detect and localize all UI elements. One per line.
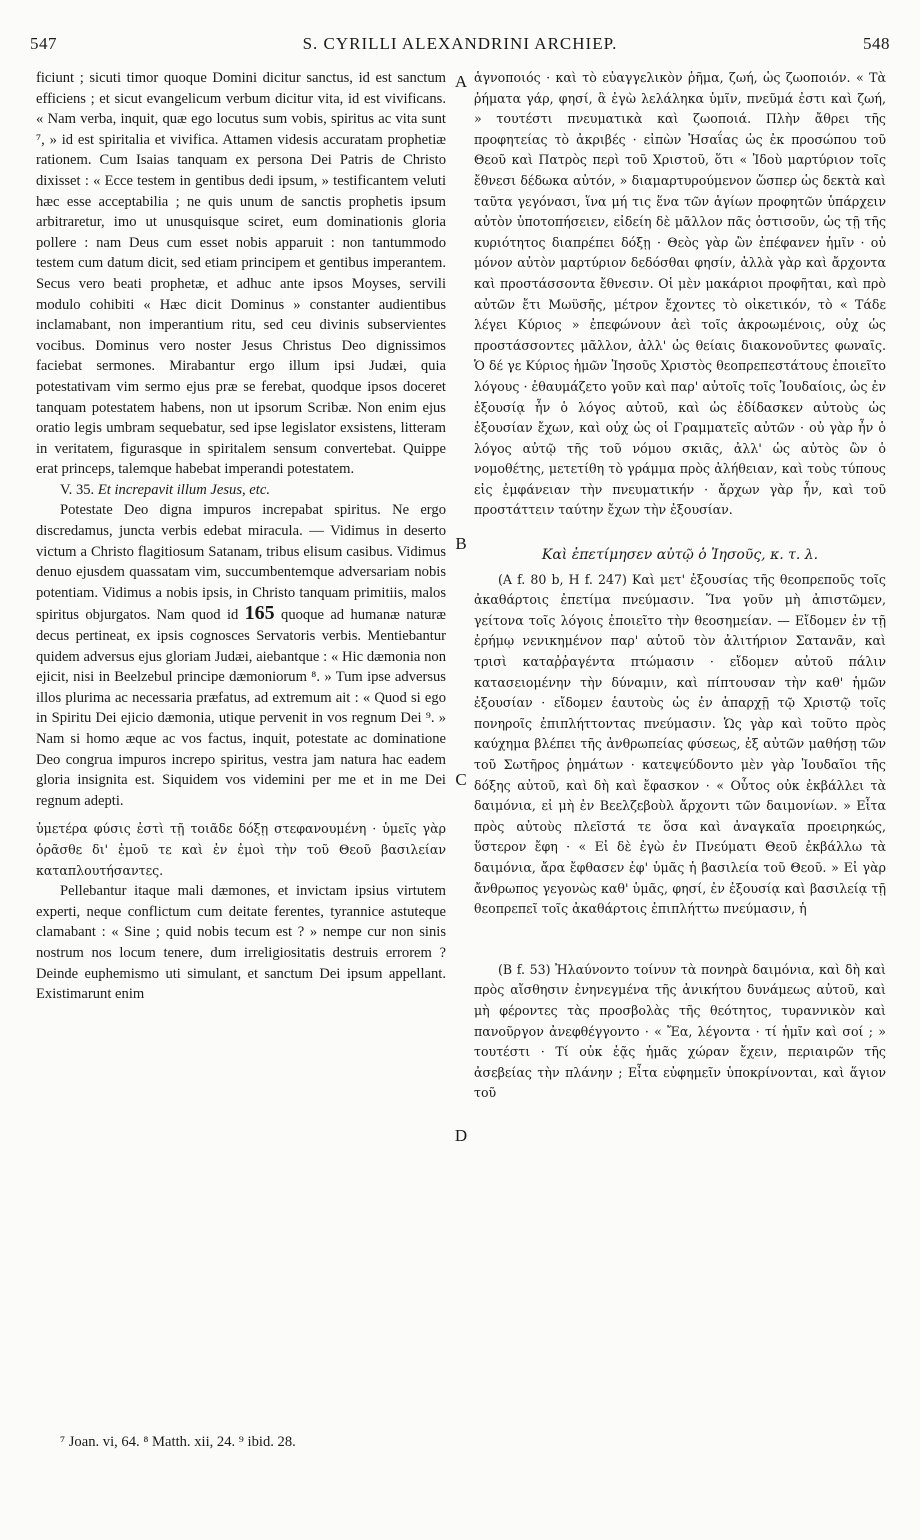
verse-number: V. 35. xyxy=(60,481,95,498)
latin-text: quoque ad humanæ naturæ decus pertineat, ex ipsis cognosces Servatoris verbis. Mentiebantur quidem adversus ejus gloriam Judæi, aiebantque : « Hic dæmonia non ejicit, nisi in Beelzebul principe dæmoniorum ⁸. » Tum ipse adversus illos plurima ac necessaria præfatus, ad extremum ait : « Quod si ego in Spiritu Dei ejicio dæmonia, utique pervenit in vos regnum Dei ⁹. » Nam si homo æque ac vos factus, inquit, potestate ac dominatione Deo congrua impuros increpo spiritus, vestra jam natura hac eadem gloria insignita est. Siquidem vos videmini per me et in me Dei regnum adepti. xyxy=(36,607,446,809)
margin-marker-c: C xyxy=(455,770,467,789)
greek-heading: Καὶ ἐπετίμησεν αὐτῷ ὁ Ἰησοῦς, κ. τ. λ. xyxy=(541,547,819,564)
latin-paragraph xyxy=(36,500,446,811)
latin-text: Potestate Deo digna impuros increpabat spiritus. Ne ergo discredamus, juncta verbis edebat miracula. — Vidimus in deserto victum a Christo flagitiosum Satanam, tribus elisum casibus. Vidimus denuo ejusdem quassatam vim, succumbentemque adversariam nobis potentiam. Vidimus a nobis ipsis, in Christo tanquam primitiis, malos spiritus objurgatos. Nam quod id xyxy=(36,502,446,624)
latin-paragraph: ficiunt ; sicuti timor quoque Domini dicitur sanctus, id est sanctum efficiens ; et sicut evangelicum verbum dicitur vita, id est vivificans. « Nam verba, inquit, quæ ego locutus sum vobis, spiritus ac vita sunt ⁷, » id est spiritalia et vivifica. Attamen videsis accuratam prophetiæ rationem. Cum Isaias tanquam ex persona Dei Patris de Christo dixisset : « Ecce testem in gentibus dedi ipsum, » testificantem veluti hæc esse acceptabilia ; ne quis unum de sanctis prophetis ipsum arbitraretur, imo ut unusquisque sciret, eum dominationis gloria pollere : nam Deus cum esset nobis apparuit : non tantummodo testem cum datum dicit, sed etiam principem et gentibus imperantem. Secus vero beati prophetæ, et adhuc ante ipsos Moyses, servili modulo cohibiti « Hæc dicit Dominus » constanter audientibus inclamabant, non imperantium ritu, sed ceu divinis subservientes vocibus. Dominus vero noster Jesus Christus Deo dignissimos faciebat sermones. Mirabantur ergo illum ipsi Judæi, quia potestativam vim sermo ejus præ se ferebat, quodque ipsos doceret tanquam potestatem habens, non ut ipsorum Scribæ. Non enim ejus oratio legis umbram sequebatur, sed ipse legislator exsistens, litteram in veritatem, figurasque in spiritalem sensum convertebat. Quippe erat princeps, talemque habebat imperandi potestatem. xyxy=(36,70,446,478)
latin-column xyxy=(36,68,446,1005)
margin-marker-a: A xyxy=(454,72,468,91)
running-title: S. CYRILLI ALEXANDRINI ARCHIEP. xyxy=(302,34,618,53)
page-number-right: 548 xyxy=(863,34,890,53)
page-header xyxy=(30,34,890,58)
latin-paragraph: Pellebantur itaque mali dæmones, et invictam ipsius virtutem experti, neque conflictum cum deitate ferentes, tyrannice astuteque clamabant : « Sine ; quid nobis tecum est ? » nempe cur non sinis nostrum nos locum tenere, dum irreligiositatis destruis errorem ? Deinde euphemismo uti simulant, et sanctum Dei ipsum appellant. Existimarunt enim xyxy=(36,883,446,1003)
greek-column xyxy=(474,68,886,1104)
column-number: 165 xyxy=(244,602,275,625)
greek-paragraph: (B f. 53) Ἠλαύνοντο τοίνυν τὰ πονηρὰ δαιμόνια, καὶ δὴ καὶ πρὸς αἴσθησιν ἐνηνεγμένα τῆς ἀνικήτου δυνάμεως αὐτοῦ, καὶ μὴ φέροντες τὰς προσβολὰς τῆς θεότητος, τυραννικὸν καὶ πανοῦργον ἀνεφθέγγοντο · « Ἔα, λέγοντα · τί ἡμῖν καὶ σοί ; » τουτέστι · Τί οὐκ ἐᾷς ἡμᾶς χώραν ἔχειν, περιαιρῶν τῆς ἀσεβείας τὴν πλάνην ; Εἶτα εὐφημεῖν ὑποκρίνονται, καὶ ἅγιον τοῦ xyxy=(474,961,886,1101)
verse-heading xyxy=(36,480,446,501)
greek-spanning-line: ὑμετέρα φύσις ἐστὶ τῇ τοιᾶδε δόξῃ στεφανουμένη · ὑμεῖς γὰρ ὁρᾶσθε δι' ἐμοῦ τε καὶ ἐν ἐμοὶ τὴν τοῦ Θεοῦ βασιλείαν καταπλουτήσαντες. xyxy=(36,821,446,878)
greek-paragraph: (A f. 80 b, H f. 247) Καὶ μετ' ἐξουσίας τῆς θεοπρεποῦς τοῖς ἀκαθάρτοις ἐπετίμα πνεύμασιν. Ἵνα γοῦν μὴ ἀπιστῶμεν, γείτονα τοῖς λόγοις ἐποιεῖτο τὴν θεοσημείαν. — Εἴδομεν ἐν τῇ ἐρήμῳ νενικημένον παρ' αὐτοῦ τὸν ἀλιτήριον Σατανᾶν, καὶ τρισὶ καταῤῥαγέντα πτώμασιν · εἴδομεν αὐτοῦ πάλιν κατασειομένην τὴν δύναμιν, καὶ πίπτουσαν τὴν καθ' ἡμῶν ἐξουσίαν · εἴδομεν ἑαυτοὺς ὡς ἐν ἀπαρχῇ τῷ Χριστῷ τοῖς πονηροῖς ἐπιπλήττοντας πνεύμασιν. Ὡς γὰρ καὶ τοῦτο πρὸς καύχημα βλέπει τῆς ἀνθρωπείας φύσεως, ἐξ αὐτῶν μαθήσῃ τῶν τοῦ Σωτῆρος ῥημάτων · κατεψεύδοντο μὲν γὰρ Ἰουδαῖοι τῆς δόξης αὐτοῦ, καὶ δὴ καὶ ἔφασκον · « Οὗτος οὐκ ἐκβάλλει τὰ δαιμόνια, εἰ μὴ ἐν Βεελζεβοὺλ ἄρχοντι τῶν δαιμονίων. » Εἶτα πρὸς αὐτοὺς πλεῖστά τε ὅσα καὶ ἀναγκαῖα προειρηκώς, ὕστερον ἔφη · « Εἰ δὲ ἐγὼ ἐν Πνεύματι Θεοῦ ἐκβάλλω τὰ δαιμόνια, ἄρα ἔφθασεν ἐφ' ὑμᾶς ἡ βασιλεία τοῦ Θεοῦ. » Εἰ γὰρ ἄνθρωπος γεγονὼς καθ' ὑμᾶς, φησί, ἐν ἐξουσίᾳ καὶ βασιλείᾳ τῇ θεοπρεπεῖ τοῖς ἀκαθάρτοις ἐπιπλήττω πνεύμασιν, ἡ xyxy=(474,571,886,917)
footnotes: ⁷ Joan. vi, 64. ⁸ Matth. xii, 24. ⁹ ibid. 28. xyxy=(60,1434,296,1450)
margin-marker-d: D xyxy=(454,1126,468,1145)
page-number-left: 547 xyxy=(30,34,57,53)
verse-title: Et increpavit illum Jesus, etc. xyxy=(97,481,270,498)
margin-marker-b: B xyxy=(455,534,467,553)
greek-paragraph: ἁγνοποιός · καὶ τὸ εὐαγγελικὸν ῥῆμα, ζωή, ὡς ζωοποιόν. « Τὰ ῥήματα γάρ, φησί, ἃ ἐγὼ λελάληκα ὑμῖν, πνεῦμά ἐστι καὶ ζωή, » τουτέστι πνευματικὰ καὶ ζωοποιά. Πλὴν ἄθρει τῆς προφητείας τὸ ἀκριβές · εἰπὼν Ἠσαΐας ὡς ἐκ προσώπου τοῦ Θεοῦ καὶ Πατρὸς περὶ τοῦ Χριστοῦ, ὅτι « Ἰδοὺ μαρτύριον τοῖς ἔθνεσι δέδωκα αὐτόν, » διαμαρτυρούμενον ὥσπερ ὡς δεκτὰ καὶ ταῦτα γεγόνασι, ἵνα μή τις ἕνα τῶν ἁγίων προφητῶν ὑπάρχειν αὐτὸν ὑποτοπήσειεν, εἰδείη δὲ μᾶλλον πᾶς ὁστισοῦν, ὡς τῇ τῆς κυριότητος διαπρέπει δόξῃ · Θεὸς γὰρ ὢν ἐπέφανεν ἡμῖν · οὐ μόνον αὐτὸν μαρτύριον δεδόσθαι φησίν, ἀλλὰ γὰρ καὶ ἄρχοντα καὶ προστάσσοντα ἔθνεσιν. Οἱ μὲν μακάριοι προφῆται, καὶ πρὸ αὐτῶν ἔτι Μωϋσῆς, μέτρον ἔχοντες τὸ οἰκετικόν, τὸ « Τάδε λέγει Κύριος » ἐπεφώνουν ἀεὶ τοῖς ἀκροωμένοις, οὐχ ὡς προστάσσοντες μᾶλλον, ἀλλ' ὡς θείαις διακονοῦντες φωναῖς. Ὁ δέ γε Κύριος ἡμῶν Ἰησοῦς Χριστὸς θεοπρεπεστάτους ἐποιεῖτο λόγους · ἐθαυμάζετο γοῦν καὶ παρ' αὐτοῖς τοῖς Ἰουδαίοις, ὡς ἐν ἐξουσίᾳ ἦν ὁ λόγος αὐτοῦ, καὶ ὡς ἐδίδασκεν αὐτοὺς ὡς ἐξουσίαν ἔχων, καὶ οὐχ ὡς οἱ Γραμματεῖς αὐτῶν · οὐ γὰρ ἦν ὁ λόγος αὐτῷ τῆς τοῦ νόμου σκιᾶς, ἀλλ' ὡς αὐτὸς ὢν ὁ νομοθέτης, μετετίθη τὸ γράμμα πρὸς ἀλήθειαν, καὶ τοὺς τύπους εἰς ἐμφάνειαν τὴν πνευματικήν · ἄρχων γὰρ ἦν, καὶ τοῦ προστάττειν ταύτην ἔχων τὴν ἐξουσίαν. xyxy=(474,70,886,518)
